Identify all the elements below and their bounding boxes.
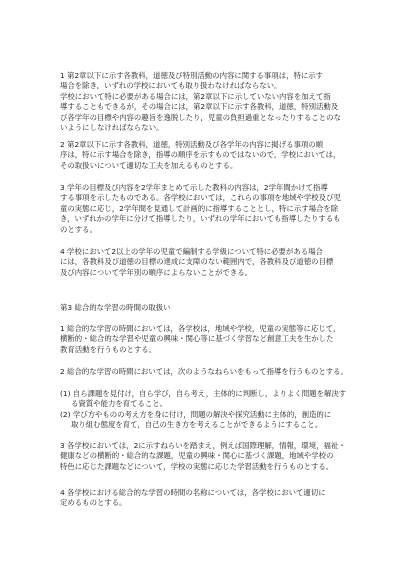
text-line: には，各教科及び道徳の目標の達成に支障のない範囲内で，各教科及び道徳の目標 <box>60 257 334 267</box>
text-line: 導することもできるが，その場合には，第2章以下に示す各教科，道徳，特別活動及 <box>60 102 339 112</box>
text-line: 特色に応じた課題などについて，学校の実態に応じた学習活動を行うものとする。 <box>60 461 334 471</box>
text-line: 童の実態に応じ，2学年間を見通して計画的に指導することとし，特に示す場合を除 <box>60 203 339 213</box>
text-line: び各学年の目標や内容の趣旨を逸脱したり，児童の負担過重となったりすることのな <box>60 112 341 122</box>
section-title: 第3 総合的な学習の時間の取扱い <box>60 303 171 312</box>
text-line: 3 学年の目標及び内容を2学年まとめて示した教科の内容は，2学年間かけて指導 <box>60 183 328 192</box>
text-line: き，いずれかの学年に分けて指導したり，いずれの学年においても指導したりするも <box>60 214 341 224</box>
list-item: (2) 学び方やものの考え方を身に付け，問題の解決や探究活動に主体的，創造的に <box>60 409 332 419</box>
paragraph-2-4 <box>60 247 360 278</box>
text-line: 4 各学校における総合的な学習の時間の名称については，各学校において適切に <box>60 488 326 497</box>
section-heading <box>60 303 360 313</box>
text-line: 1 第2章以下に示す各教科，道徳及び特別活動の内容に関する事項は，特に示す <box>60 71 324 80</box>
text-line: 及び内容について学年別の順序によらないことができる。 <box>60 267 253 277</box>
text-line: その取扱いについて適切な工夫を加えるものとする。 <box>60 160 238 170</box>
text-line: 3 各学校においては，2に示すねらいを踏まえ，例えば国際理解，情報，環境，福祉・ <box>60 441 346 450</box>
text-line: 序は，特に示す場合を除き，指導の順序を示すものではないので，学校においては， <box>60 150 341 160</box>
text-line: のとする。 <box>60 224 97 234</box>
list-item-continuation: る資質や能力を育てること。 <box>71 399 168 409</box>
text-line: 学校において特に必要がある場合には，第2章以下に示していない内容を加えて指 <box>60 91 331 101</box>
text-line: 健康などの横断的・総合的な課題，児童の興味・関心に基づく課題，地域や学校の <box>60 451 334 461</box>
paragraph-2-2 <box>60 140 360 171</box>
text-line: 教育活動を行うものとする。 <box>60 344 157 354</box>
sub-list <box>60 389 360 431</box>
text-line: 1 総合的な学習の時間においては，各学校は，地域や学校，児童の実態等に応じて， <box>60 324 341 333</box>
list-item: (1) 自ら課題を見付け，自ら学び，自ら考え，主体的に判断し，よりよく問題を解決す <box>60 389 347 398</box>
text-line: いようにしなければならない。 <box>60 123 164 133</box>
paragraph-2-3 <box>60 183 360 235</box>
text-line: 2 総合的な学習の時間においては，次のようなねらいをもって指導を行うものとする。 <box>60 367 348 376</box>
text-line: 横断的・総合的な学習や児童の興味・関心等に基づく学習など創意工夫を生かした <box>60 334 334 344</box>
paragraph-2-1 <box>60 71 360 133</box>
paragraph-3-3 <box>60 441 360 472</box>
text-line: 2 第2章以下に示す各教科，道徳，特別活動及び各学年の内容に掲げる事項の順 <box>60 140 324 149</box>
text-line: 4 学校において2以上の学年の児童で編制する学級について特に必要がある場合 <box>60 247 323 256</box>
list-item-continuation: 取り組む態度を育て，自己の生き方を考えることができるようにすること。 <box>71 420 323 430</box>
paragraph-3-2 <box>60 367 360 377</box>
text-line: 場合を除き，いずれの学校においても取り扱わなければならない。 <box>60 81 282 91</box>
text-line: 定めるものとする。 <box>60 498 127 508</box>
text-line: する事項を示したものである。各学校においては，これらの事項を地域や学校及び児 <box>60 193 341 203</box>
paragraph-3-4 <box>60 488 360 509</box>
paragraph-3-1 <box>60 324 360 355</box>
